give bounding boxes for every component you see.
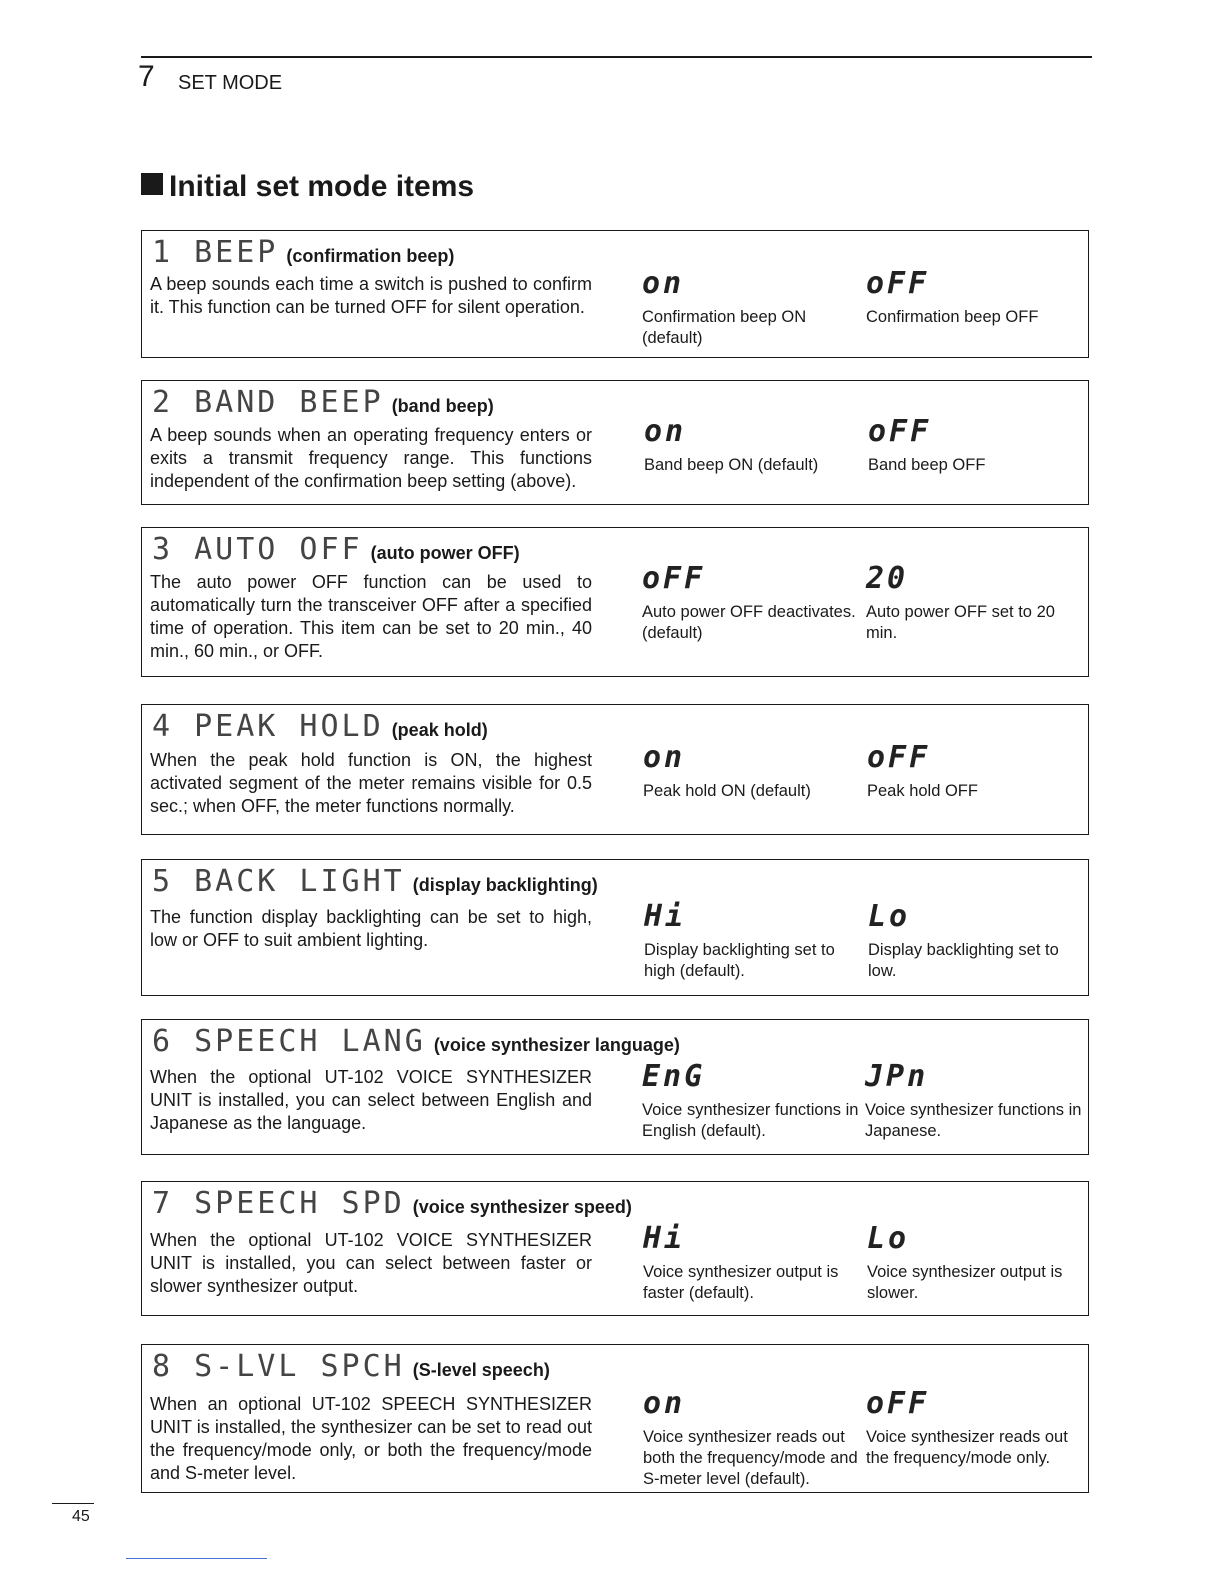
item-title: 2 BAND BEEP	[152, 385, 384, 420]
item-description: The auto power OFF function can be used to automatically turn the transceiver OFF after a specified time of operation. This item can be set to 20 min., 40 min., 60 min., or OFF.	[150, 572, 592, 661]
option-off: oFF Auto power OFF deactivates. (default)	[642, 561, 856, 642]
item-s-lvl-spch	[141, 1344, 1089, 1493]
item-title: 7 SPEECH SPD	[152, 1186, 405, 1221]
item-title: 3 AUTO OFF	[152, 532, 363, 567]
item-title: 1 BEEP	[152, 235, 279, 270]
item-description: When an optional UT-102 SPEECH SYNTHESIZER UNIT is installed, the synthesizer can be set to read out the frequency/mode only, or both the frequency/mode and S-meter level.	[150, 1394, 592, 1483]
square-bullet-icon	[141, 173, 163, 195]
item-description: When the optional UT-102 VOICE SYNTHESIZER UNIT is installed, you can select between faster or slower synthesizer output.	[150, 1230, 592, 1296]
chapter-number: 7	[138, 60, 155, 93]
item-title: 4 PEAK HOLD	[152, 709, 384, 744]
option-fast: Hi Voice synthesizer output is faster (default).	[643, 1221, 839, 1302]
page-number: 45	[72, 1508, 90, 1525]
item-peak-hold	[141, 704, 1089, 835]
page-number-rule	[52, 1503, 94, 1504]
item-auto-off	[141, 527, 1089, 677]
item-subtitle: (confirmation beep)	[286, 246, 455, 266]
option-on: on Confirmation beep ON (default)	[642, 266, 807, 347]
section-title: Initial set mode items	[141, 170, 474, 204]
item-band-beep	[141, 380, 1089, 505]
option-off: oFF Voice synthesizer reads out the frequency/mode only.	[866, 1386, 1068, 1467]
option-on: on Band beep ON (default)	[644, 414, 819, 474]
option-japanese: JPn Voice synthesizer functions in Japanese.	[865, 1059, 1082, 1140]
item-subtitle: (band beep)	[391, 396, 494, 416]
item-speech-spd	[141, 1181, 1089, 1316]
option-on: on Peak hold ON (default)	[643, 740, 811, 800]
option-high: Hi Display backlighting set to high (default).	[644, 899, 835, 980]
option-slow: Lo Voice synthesizer output is slower.	[867, 1221, 1063, 1302]
option-low: Lo Display backlighting set to low.	[868, 899, 1059, 980]
item-subtitle: (S-level speech)	[412, 1360, 550, 1380]
item-speech-lang	[141, 1019, 1089, 1155]
item-beep	[141, 230, 1089, 358]
item-description: When the peak hold function is ON, the highest activated segment of the meter remains visible for 0.5 sec.; when OFF, the meter functions normally.	[150, 750, 592, 816]
chapter-title: SET MODE	[178, 72, 283, 94]
item-subtitle: (auto power OFF)	[370, 543, 520, 563]
item-back-light	[141, 859, 1089, 996]
option-off: oFF Confirmation beep OFF	[866, 266, 1039, 326]
item-description: A beep sounds when an operating frequency enters or exits a transmit frequency range. This functions independent of the confirmation beep setting (above).	[150, 425, 592, 491]
item-title: 8 S-LVL SPCH	[152, 1349, 405, 1384]
bottom-link-underline	[126, 1558, 267, 1559]
item-subtitle: (voice synthesizer speed)	[412, 1197, 632, 1217]
option-off: oFF Band beep OFF	[868, 414, 986, 474]
item-description: When the optional UT-102 VOICE SYNTHESIZER UNIT is installed, you can select between English and Japanese as the language.	[150, 1067, 592, 1133]
item-title: 6 SPEECH LANG	[152, 1024, 426, 1059]
item-subtitle: (display backlighting)	[412, 875, 598, 895]
item-subtitle: (peak hold)	[391, 720, 488, 740]
item-description: A beep sounds each time a switch is pushed to confirm it. This function can be turned OFF for silent operation.	[150, 274, 592, 317]
item-subtitle: (voice synthesizer language)	[433, 1035, 680, 1055]
option-on: on Voice synthesizer reads out both the frequency/mode and S-meter level (default).	[643, 1386, 858, 1488]
item-title: 5 BACK LIGHT	[152, 864, 405, 899]
header-rule	[141, 56, 1092, 58]
item-description: The function display backlighting can be set to high, low or OFF to suit ambient lighting.	[150, 907, 592, 950]
option-off: oFF Peak hold OFF	[867, 740, 978, 800]
option-english: EnG Voice synthesizer functions in English (default).	[642, 1059, 859, 1140]
option-20-min: 20 Auto power OFF set to 20 min.	[866, 561, 1055, 642]
